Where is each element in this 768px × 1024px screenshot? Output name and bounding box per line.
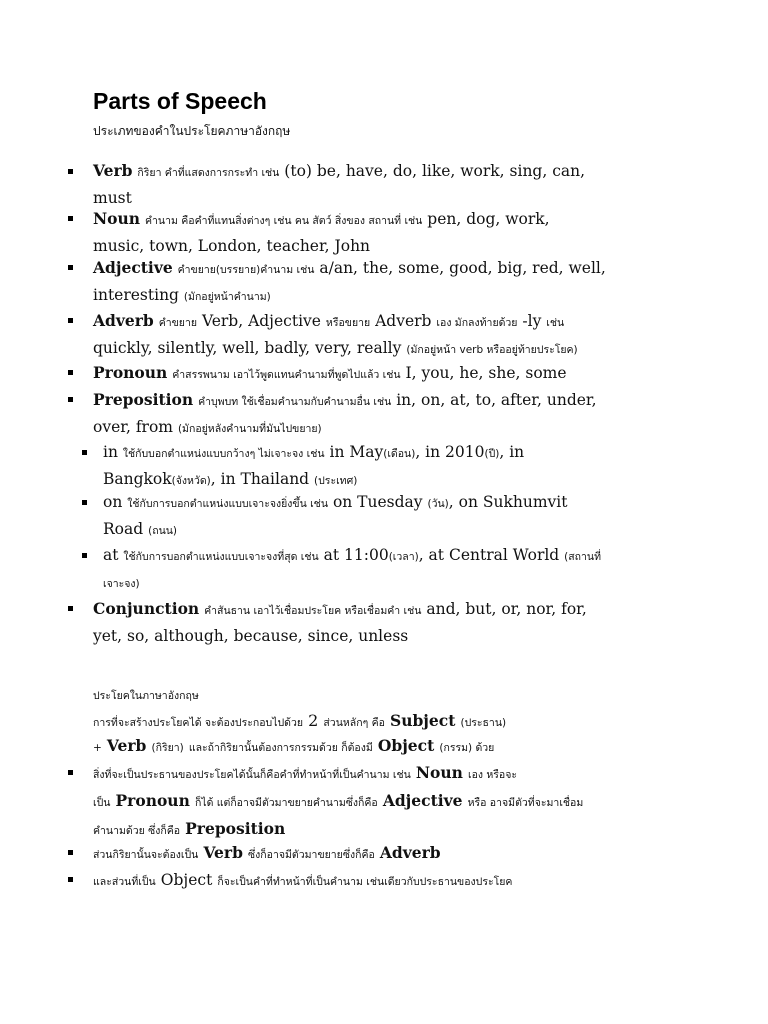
list-item-noun bbox=[93, 206, 693, 259]
examples: (to) be, have, do, like, work, sing, can, bbox=[284, 162, 586, 180]
text: ก็จะเป็นคำที่ทำหน้าที่เป็นคำนาม เช่นเดียวกับประธานของประโยค bbox=[217, 876, 513, 888]
bullet-icon bbox=[82, 450, 87, 455]
text: ส่วนกิริยานั้นจะต้องเป็น bbox=[93, 849, 199, 861]
word: at bbox=[103, 546, 119, 564]
example-3: , in bbox=[499, 443, 525, 461]
thai-note-2: (สถานที่ bbox=[564, 551, 602, 563]
bullet-icon bbox=[82, 553, 87, 558]
example: in May bbox=[329, 443, 384, 461]
examples: a/an, the, some, good, big, red, well, bbox=[319, 259, 606, 277]
text: ก็ได้ แต่ก็อาจมีตัวมาขยายคำนามซึ่งก็คือ bbox=[194, 797, 378, 809]
thai-definition: กิริยา คำที่แสดงการกระทำ เช่น bbox=[137, 167, 280, 179]
text: เอง หรือจะ bbox=[468, 769, 518, 781]
example-2: , on Sukhumvit bbox=[448, 493, 568, 511]
section-bullet-1 bbox=[93, 760, 713, 844]
thai-note: (กรรม) ด้วย bbox=[439, 742, 495, 754]
list-item-adverb bbox=[93, 308, 693, 363]
sub-item-on bbox=[103, 490, 683, 544]
thai-definition-3: เอง มักลงท้ายด้วย bbox=[436, 317, 518, 329]
thai-note-2: (ปี) bbox=[484, 448, 500, 460]
bullet-icon bbox=[68, 850, 73, 855]
examples: and, but, or, nor, for, bbox=[426, 600, 587, 618]
list-item-verb bbox=[93, 158, 693, 211]
term: Adverb bbox=[379, 843, 441, 862]
term: Pronoun bbox=[93, 363, 168, 382]
term: Object bbox=[377, 736, 435, 755]
text: เป็น bbox=[93, 797, 111, 809]
thai-note-cont-2: (ประเทศ) bbox=[314, 475, 358, 487]
thai-note: (ประธาน) bbox=[460, 717, 507, 729]
examples-3: -ly bbox=[522, 312, 542, 330]
sub-item-in bbox=[103, 440, 683, 494]
list-item-pronoun bbox=[93, 360, 693, 388]
term: Conjunction bbox=[93, 599, 200, 618]
thai-definition: คำบุพบท ใช้เชื่อมคำนามกับคำนามอื่น เช่น bbox=[198, 396, 392, 408]
thai-note: (กิริยา) bbox=[151, 742, 184, 754]
term: Preposition bbox=[93, 390, 194, 409]
examples: Verb, Adjective bbox=[201, 312, 321, 330]
bullet-icon bbox=[68, 606, 73, 611]
thai-note-cont: (ถนน) bbox=[148, 525, 178, 537]
bullet-icon bbox=[68, 397, 73, 402]
thai-definition: ใช้กับการบอกตำแหน่งแบบเจาะจงยิ่งขึ้น เช่น bbox=[127, 498, 328, 510]
examples-cont: must bbox=[93, 189, 132, 207]
thai-note: (มักอยู่หน้า verb หรืออยู่ท้ายประโยค) bbox=[406, 344, 578, 356]
term: Pronoun bbox=[115, 791, 190, 810]
bullet-icon bbox=[82, 500, 87, 505]
examples-cont: over, from bbox=[93, 418, 173, 436]
term: Adjective bbox=[382, 791, 463, 810]
text: ซึ่งก็อาจมีตัวมาขยายซึ่งก็คือ bbox=[248, 849, 375, 861]
thai-note: (วัน) bbox=[427, 498, 449, 510]
thai-definition: ใช้กับบอกตำแหน่งแบบกว้างๆ ไม่เจาะจง เช่น bbox=[122, 448, 325, 460]
bullet-icon bbox=[68, 169, 73, 174]
term: Noun bbox=[415, 763, 463, 782]
section-bullet-2 bbox=[93, 840, 713, 868]
thai-note: (มักอยู่หน้าคำนาม) bbox=[183, 291, 271, 303]
thai-note: (มักอยู่หลังคำนามที่มันไปขยาย) bbox=[177, 423, 322, 435]
bullet-icon bbox=[68, 216, 73, 221]
bullet-icon bbox=[68, 770, 73, 775]
thai-definition: คำนาม คือคำที่แทนสิ่งต่างๆ เช่น คน สัตว์ สิ่งของ สถานที่ เช่น bbox=[144, 215, 423, 227]
thai-definition: คำสันธาน เอาไว้เชื่อมประโยค หรือเชื่อมคำ เช่น bbox=[204, 605, 422, 617]
thai-definition: ใช้กับการบอกตำแหน่งแบบเจาะจงที่สุด เช่น bbox=[123, 551, 319, 563]
word: on bbox=[103, 493, 123, 511]
example-2: , at Central World bbox=[418, 546, 560, 564]
example-2: , in 2010 bbox=[415, 443, 485, 461]
section-line-2 bbox=[93, 733, 713, 761]
thai-note-cont: (จังหวัด) bbox=[171, 475, 211, 487]
text: และส่วนที่เป็น bbox=[93, 876, 156, 888]
list-item-preposition bbox=[93, 387, 693, 442]
thai-note: (เดือน) bbox=[383, 448, 416, 460]
text: หรือ อาจมีตัวที่จะมาเชื่อม bbox=[467, 797, 584, 809]
thai-note: (เวลา) bbox=[388, 551, 419, 563]
term: Adverb bbox=[93, 311, 154, 330]
text: การที่จะสร้างประโยคได้ จะต้องประกอบไปด้วย bbox=[93, 717, 304, 729]
thai-definition-4: เช่น bbox=[546, 317, 565, 329]
example-cont: Road bbox=[103, 520, 144, 538]
bullet-icon bbox=[68, 877, 73, 882]
thai-definition-2: หรือขยาย bbox=[325, 317, 371, 329]
example-cont: Bangkok bbox=[103, 470, 172, 488]
bullet-icon bbox=[68, 370, 73, 375]
term: Preposition bbox=[185, 819, 286, 838]
list-item-conjunction bbox=[93, 596, 693, 649]
sub-item-at bbox=[103, 543, 683, 597]
examples-cont: interesting bbox=[93, 286, 179, 304]
example: at 11:00 bbox=[323, 546, 389, 564]
examples: in, on, at, to, after, under, bbox=[396, 391, 597, 409]
page-subtitle: ประเภทของคำในประโยคภาษาอังกฤษ bbox=[93, 124, 291, 138]
examples-cont: quickly, silently, well, badly, very, really bbox=[93, 339, 402, 357]
thai-definition: คำขยาย bbox=[158, 317, 197, 329]
section-bullet-3 bbox=[93, 867, 713, 895]
examples: pen, dog, work, bbox=[427, 210, 550, 228]
thai-definition: คำสรรพนาม เอาไว้พูดแทนคำนามที่พูดไปแล้ว เช่น bbox=[172, 369, 401, 381]
text: ส่วนหลักๆ คือ bbox=[323, 717, 385, 729]
text: สิ่งที่จะเป็นประธานของประโยคได้นั้นก็คือคำที่ทำหน้าที่เป็นคำนาม เช่น bbox=[93, 769, 411, 781]
term: Noun bbox=[93, 209, 141, 228]
number: 2 bbox=[308, 711, 319, 730]
list-item-adjective bbox=[93, 255, 693, 310]
text: และถ้ากิริยานั้นต้องการกรรมด้วย ก็ต้องมี bbox=[188, 742, 373, 754]
examples: I, you, he, she, some bbox=[405, 364, 567, 382]
term: Adjective bbox=[93, 258, 173, 277]
thai-note-cont: เจาะจง) bbox=[103, 578, 140, 590]
examples-2: Adverb bbox=[375, 312, 432, 330]
section-line-1 bbox=[93, 708, 713, 736]
page-title: Parts of Speech bbox=[93, 88, 267, 114]
examples-cont: music, town, London, teacher, John bbox=[93, 237, 371, 255]
bullet-icon bbox=[68, 265, 73, 270]
thai-definition: คำขยาย(บรรยาย)คำนาม เช่น bbox=[177, 264, 315, 276]
example-cont-2: , in Thailand bbox=[210, 470, 310, 488]
term: Verb bbox=[93, 161, 133, 180]
term: Object bbox=[160, 871, 213, 889]
examples-cont: yet, so, although, because, since, unless bbox=[93, 627, 409, 645]
term: Verb bbox=[203, 843, 243, 862]
term: Subject bbox=[390, 711, 456, 730]
term: Verb bbox=[106, 736, 147, 755]
bullet-icon bbox=[68, 318, 73, 323]
section-heading: ประโยคในภาษาอังกฤษ bbox=[93, 690, 199, 702]
word: in bbox=[103, 443, 118, 461]
example: on Tuesday bbox=[332, 493, 423, 511]
plus-sign: + bbox=[93, 742, 102, 754]
text: คำนามด้วย ซึ่งก็คือ bbox=[93, 825, 181, 837]
